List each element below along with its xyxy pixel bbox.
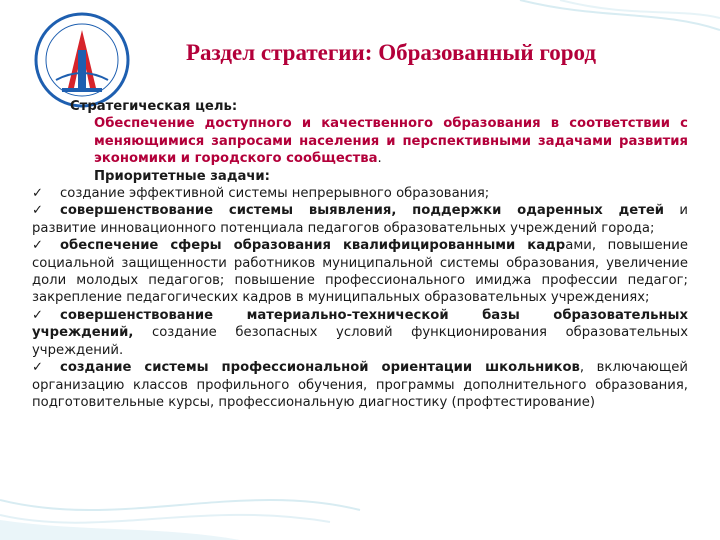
task-item-3 [32,237,688,307]
task-text: создание эффективной системы непрерывного образования; [60,186,490,202]
check-icon: ✓ [32,360,44,376]
page-title: Раздел стратегии: Образованный город [186,40,596,65]
task-item-2 [32,202,688,237]
task-bold: совершенствование системы выявления, поддержки одаренных детей [60,203,665,219]
task-text: и развитие инновационного потенциала педагогов образовательных учреждений города; [32,203,689,236]
task-item-4 [32,307,688,359]
task-bold: совершенствование материально-технической базы образовательных учреждений, [32,307,688,341]
goal-paragraph [32,115,688,167]
task-text: , включающей организацию классов профильного обучения, программы дополнительного образования, подготовительные курсы, профессиональную диагностику (профтестирование) [32,360,688,410]
check-icon: ✓ [32,186,44,202]
goal-text: Обеспечение доступного и качественного образования в соответствии с меняющимися запросами населения и перспективными задачами развития экономики и городского сообщества [94,116,688,167]
check-icon: ✓ [32,238,44,254]
task-bold: создание системы профессиональной ориентации школьников [60,360,580,376]
content-body [32,98,688,411]
check-icon: ✓ [32,203,44,219]
check-icon: ✓ [32,307,44,323]
task-item-5 [32,359,688,411]
university-emblem-icon [32,10,132,110]
task-text: ами, повышение социальной защищенности работников муниципальной системы образования, увеличение доли молодых педагогов; повышение профессионального имиджа профессии педагог; закрепление педагогических кадров в муниципальных образовательных учреждениях; [32,238,688,306]
goal-end: . [377,151,382,167]
task-bold: обеспечение сферы образования квалифицированными кадр [60,238,566,254]
tasks-heading: Приоритетные задачи: [94,168,270,184]
bottom-wave-decoration [0,460,720,540]
task-item-1 [32,185,688,202]
goal-heading: Стратегическая цель: [70,99,238,114]
task-text: создание безопасных условий функционирования образовательных учреждений. [32,325,688,358]
